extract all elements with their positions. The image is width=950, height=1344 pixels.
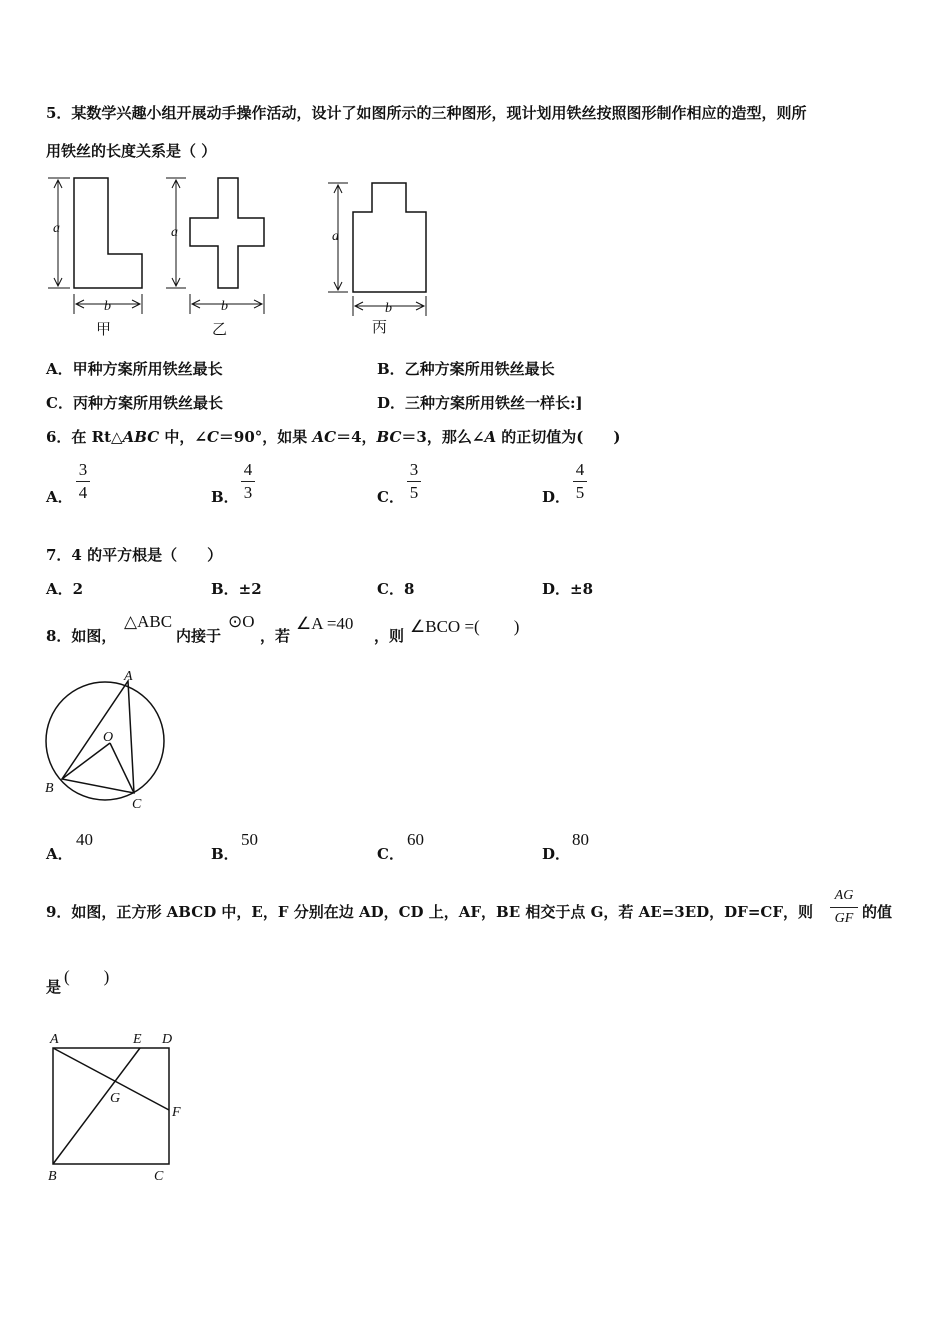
- q5-option-b[interactable]: B．乙种方案所用铁丝最长: [377, 360, 555, 378]
- q8-figure: [40, 666, 175, 816]
- q6-option-b-label[interactable]: B．: [211, 488, 239, 506]
- q9-segment-be: [53, 1048, 140, 1164]
- q5-option-a[interactable]: A．甲种方案所用铁丝最长: [46, 360, 223, 378]
- fig-yi-shape: [190, 178, 264, 288]
- fig-jia-caption: 甲: [96, 322, 112, 338]
- q9-label-d: D: [162, 1032, 173, 1047]
- q6-option-b-fraction: 4 3: [241, 460, 255, 503]
- q8-label-a: A: [124, 669, 133, 684]
- q8-option-a-value: 40: [76, 830, 93, 849]
- q8-triangle: [62, 681, 134, 793]
- q5-option-d[interactable]: D．三种方案所用铁丝一样长:]: [377, 394, 583, 412]
- q5-stem-line1: 5．某数学兴趣小组开展动手操作活动，设计了如图所示的三种图形，现计划用铁丝按照图形制作相应的造型，则所: [46, 104, 807, 122]
- q8-angle-a: ∠A =40: [296, 614, 354, 633]
- q7-option-d[interactable]: D．±8: [542, 580, 594, 598]
- fig-yi-label-a: a: [171, 225, 178, 240]
- q8-option-b-label[interactable]: B．: [211, 845, 239, 863]
- q7-option-b[interactable]: B．±2: [211, 580, 262, 598]
- fig-jia-shape: [74, 178, 142, 288]
- q8-label-o: O: [103, 730, 114, 745]
- q5-option-c[interactable]: C．丙种方案所用铁丝最长: [46, 394, 223, 412]
- fig-yi-label-b: b: [221, 299, 228, 314]
- q8-stem-prefix: 8．如图，: [46, 627, 117, 645]
- q8-circle-o: ⊙O: [228, 612, 255, 631]
- q9-label-a: A: [50, 1032, 59, 1047]
- fig-bing-caption: 丙: [372, 320, 388, 336]
- q8-option-c-value: 60: [407, 830, 424, 849]
- q9-answer-paren: ( ): [64, 967, 110, 986]
- q8-angle-bco: ∠BCO =( ): [410, 617, 520, 636]
- q8-option-b-value: 50: [241, 830, 258, 849]
- q8-option-a-label[interactable]: A．: [46, 845, 73, 863]
- q9-fraction-ag-gf: AG GF: [830, 886, 858, 929]
- q6-stem: 6．在 Rt△ABC 中，∠C＝90°，如果 AC＝4，BC＝3，那么∠A 的正切值为( ): [46, 428, 621, 446]
- q6-option-a-fraction: 3 4: [76, 460, 90, 503]
- q8-stem-inscribed: 内接于: [176, 627, 222, 645]
- q5-figure: [40, 168, 460, 346]
- q9-label-b: B: [48, 1169, 57, 1184]
- q6-option-c-label[interactable]: C．: [377, 488, 404, 506]
- fig-bing-shape: [353, 183, 426, 292]
- fig-bing-label-a: a: [332, 229, 339, 244]
- q8-label-b: B: [45, 781, 54, 796]
- q6-option-d-fraction: 4 5: [573, 460, 587, 503]
- fig-yi-caption: 乙: [212, 322, 228, 338]
- q9-stem-line2: 是: [46, 978, 62, 996]
- fig-bing-label-b: b: [385, 301, 392, 316]
- fig-jia-label-a: a: [53, 221, 60, 236]
- q6-option-c-fraction: 3 5: [407, 460, 421, 503]
- q7-option-a[interactable]: A．2: [46, 580, 84, 598]
- q9-label-f: F: [172, 1105, 181, 1120]
- q6-option-d-label[interactable]: D．: [542, 488, 571, 506]
- q5-stem-line2: 用铁丝的长度关系是（ ）: [46, 142, 217, 160]
- q9-label-c: C: [154, 1169, 164, 1184]
- q9-figure: [40, 1022, 200, 1190]
- q8-stem-then: ，则: [374, 627, 405, 645]
- q9-label-g: G: [110, 1091, 121, 1106]
- q8-option-d-label[interactable]: D．: [542, 845, 571, 863]
- q8-option-c-label[interactable]: C．: [377, 845, 404, 863]
- q9-stem-tail: 的值: [862, 903, 893, 921]
- q9-stem: 9．如图，正方形 ABCD 中，E，F 分别在边 AD，CD 上，AF，BE 相交于点 G，若 AE=3ED，DF=CF，则: [46, 903, 813, 921]
- q9-square: [53, 1048, 169, 1164]
- q8-triangle-abc: △ABC: [124, 612, 173, 631]
- q8-option-d-value: 80: [572, 830, 589, 849]
- q7-option-c[interactable]: C．8: [377, 580, 415, 598]
- fig-jia-label-b: b: [104, 299, 111, 314]
- q6-option-a-label[interactable]: A．: [46, 488, 73, 506]
- q8-label-c: C: [132, 797, 142, 812]
- q8-stem-if: ，若: [260, 627, 291, 645]
- q9-label-e: E: [133, 1032, 142, 1047]
- q7-stem: 7．4 的平方根是（ ）: [46, 546, 223, 564]
